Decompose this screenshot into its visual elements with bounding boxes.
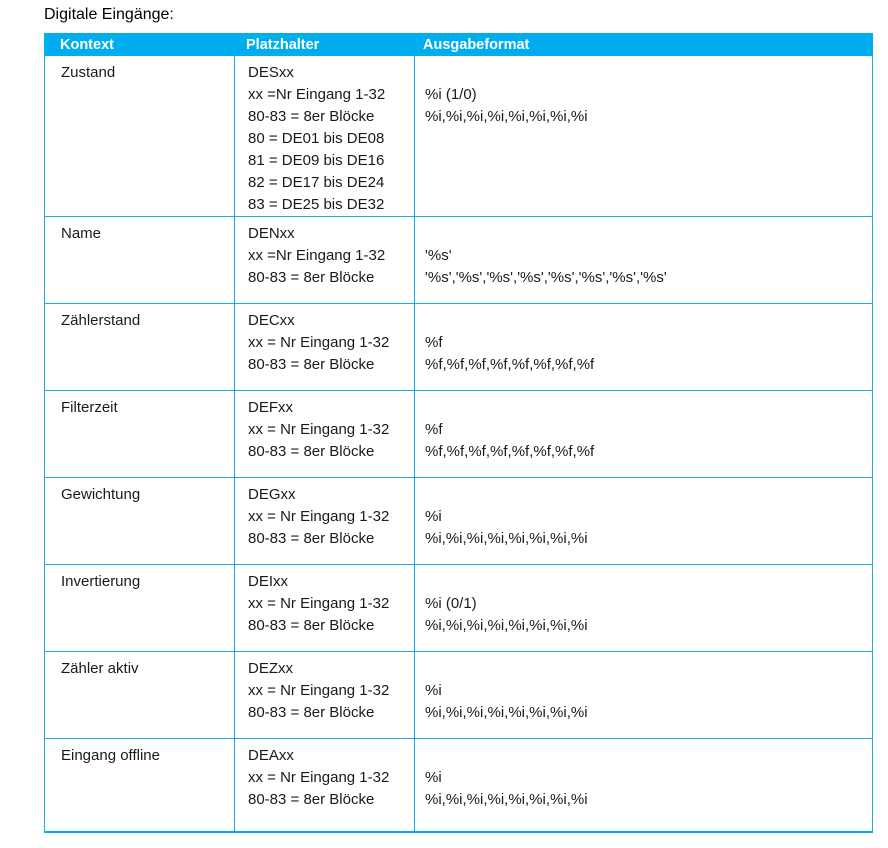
- kontext-cell: Eingang offline: [61, 747, 160, 764]
- column-header-platzhalter: Platzhalter: [246, 36, 320, 53]
- platzhalter-line: 80-83 = 8er Blöcke: [248, 108, 375, 125]
- platzhalter-line: xx = Nr Eingang 1-32: [248, 334, 390, 351]
- platzhalter-cell: [234, 565, 414, 651]
- ausgabeformat-cell: [414, 565, 872, 651]
- ausgabeformat-cell: [414, 391, 872, 477]
- column-header-kontext: Kontext: [60, 36, 114, 53]
- format-line: %f: [425, 334, 443, 351]
- kontext-cell: Zustand: [61, 64, 116, 81]
- platzhalter-cell: [234, 652, 414, 738]
- platzhalter-line: xx = Nr Eingang 1-32: [248, 769, 390, 786]
- format-line: %i (1/0): [425, 86, 477, 103]
- table-row: [45, 56, 872, 216]
- platzhalter-cell: [234, 56, 414, 216]
- platzhalter-line: xx = Nr Eingang 1-32: [248, 508, 390, 525]
- platzhalter-line: 81 = DE09 bis DE16: [248, 152, 385, 169]
- table-header-row: [44, 33, 873, 56]
- platzhalter-line: 83 = DE25 bis DE32: [248, 196, 385, 213]
- table-row: [45, 303, 872, 390]
- platzhalter-line: DEAxx: [248, 747, 294, 764]
- platzhalter-cell: [234, 304, 414, 390]
- platzhalter-cell: [234, 217, 414, 303]
- platzhalter-line: 80-83 = 8er Blöcke: [248, 791, 375, 808]
- format-line: %i,%i,%i,%i,%i,%i,%i,%i: [425, 791, 588, 808]
- platzhalter-line: 80-83 = 8er Blöcke: [248, 269, 375, 286]
- kontext-cell: Invertierung: [61, 573, 141, 590]
- table-row: [45, 477, 872, 564]
- format-line: %i,%i,%i,%i,%i,%i,%i,%i: [425, 530, 588, 547]
- platzhalter-line: xx = Nr Eingang 1-32: [248, 682, 390, 699]
- digital-inputs-table: [44, 33, 873, 833]
- kontext-cell: Name: [61, 225, 102, 242]
- platzhalter-line: 80-83 = 8er Blöcke: [248, 356, 375, 373]
- ausgabeformat-cell: [414, 478, 872, 564]
- platzhalter-cell: [234, 739, 414, 831]
- platzhalter-line: xx = Nr Eingang 1-32: [248, 595, 390, 612]
- platzhalter-line: 80-83 = 8er Blöcke: [248, 617, 375, 634]
- ausgabeformat-cell: [414, 56, 872, 216]
- table-row: [45, 390, 872, 477]
- table-row: [45, 651, 872, 738]
- platzhalter-line: 82 = DE17 bis DE24: [248, 174, 385, 191]
- platzhalter-line: DESxx: [248, 64, 294, 81]
- platzhalter-line: 80-83 = 8er Blöcke: [248, 704, 375, 721]
- format-line: %f: [425, 421, 443, 438]
- platzhalter-line: xx = Nr Eingang 1-32: [248, 421, 390, 438]
- ausgabeformat-cell: [414, 217, 872, 303]
- column-header-ausgabeformat: Ausgabeformat: [423, 36, 530, 53]
- ausgabeformat-cell: [414, 652, 872, 738]
- platzhalter-line: xx =Nr Eingang 1-32: [248, 247, 386, 264]
- table-body: [44, 56, 873, 833]
- table-row: [45, 216, 872, 303]
- platzhalter-line: DEIxx: [248, 573, 289, 590]
- kontext-cell: Zählerstand: [61, 312, 141, 329]
- platzhalter-line: 80-83 = 8er Blöcke: [248, 530, 375, 547]
- platzhalter-cell: [234, 478, 414, 564]
- format-line: %i,%i,%i,%i,%i,%i,%i,%i: [425, 704, 588, 721]
- format-line: %i,%i,%i,%i,%i,%i,%i,%i: [425, 108, 588, 125]
- platzhalter-line: DEZxx: [248, 660, 293, 677]
- platzhalter-line: DENxx: [248, 225, 295, 242]
- format-line: %f,%f,%f,%f,%f,%f,%f,%f: [425, 443, 595, 460]
- platzhalter-line: DECxx: [248, 312, 295, 329]
- kontext-cell: Gewichtung: [61, 486, 141, 503]
- format-line: %i: [425, 508, 442, 525]
- platzhalter-line: DEFxx: [248, 399, 293, 416]
- platzhalter-cell: [234, 391, 414, 477]
- ausgabeformat-cell: [414, 304, 872, 390]
- page-title: Digitale Eingänge:: [44, 6, 174, 23]
- table-row: [45, 738, 872, 831]
- format-line: '%s','%s','%s','%s','%s','%s','%s','%s': [425, 269, 667, 286]
- format-line: %i: [425, 769, 442, 786]
- platzhalter-line: 80 = DE01 bis DE08: [248, 130, 385, 147]
- platzhalter-line: xx =Nr Eingang 1-32: [248, 86, 386, 103]
- format-line: %i: [425, 682, 442, 699]
- ausgabeformat-cell: [414, 739, 872, 831]
- kontext-cell: Filterzeit: [61, 399, 118, 416]
- kontext-cell: Zähler aktiv: [61, 660, 139, 677]
- platzhalter-line: 80-83 = 8er Blöcke: [248, 443, 375, 460]
- format-line: %i,%i,%i,%i,%i,%i,%i,%i: [425, 617, 588, 634]
- platzhalter-line: DEGxx: [248, 486, 296, 503]
- format-line: %i (0/1): [425, 595, 477, 612]
- format-line: '%s': [425, 247, 452, 264]
- format-line: %f,%f,%f,%f,%f,%f,%f,%f: [425, 356, 595, 373]
- table-row: [45, 564, 872, 651]
